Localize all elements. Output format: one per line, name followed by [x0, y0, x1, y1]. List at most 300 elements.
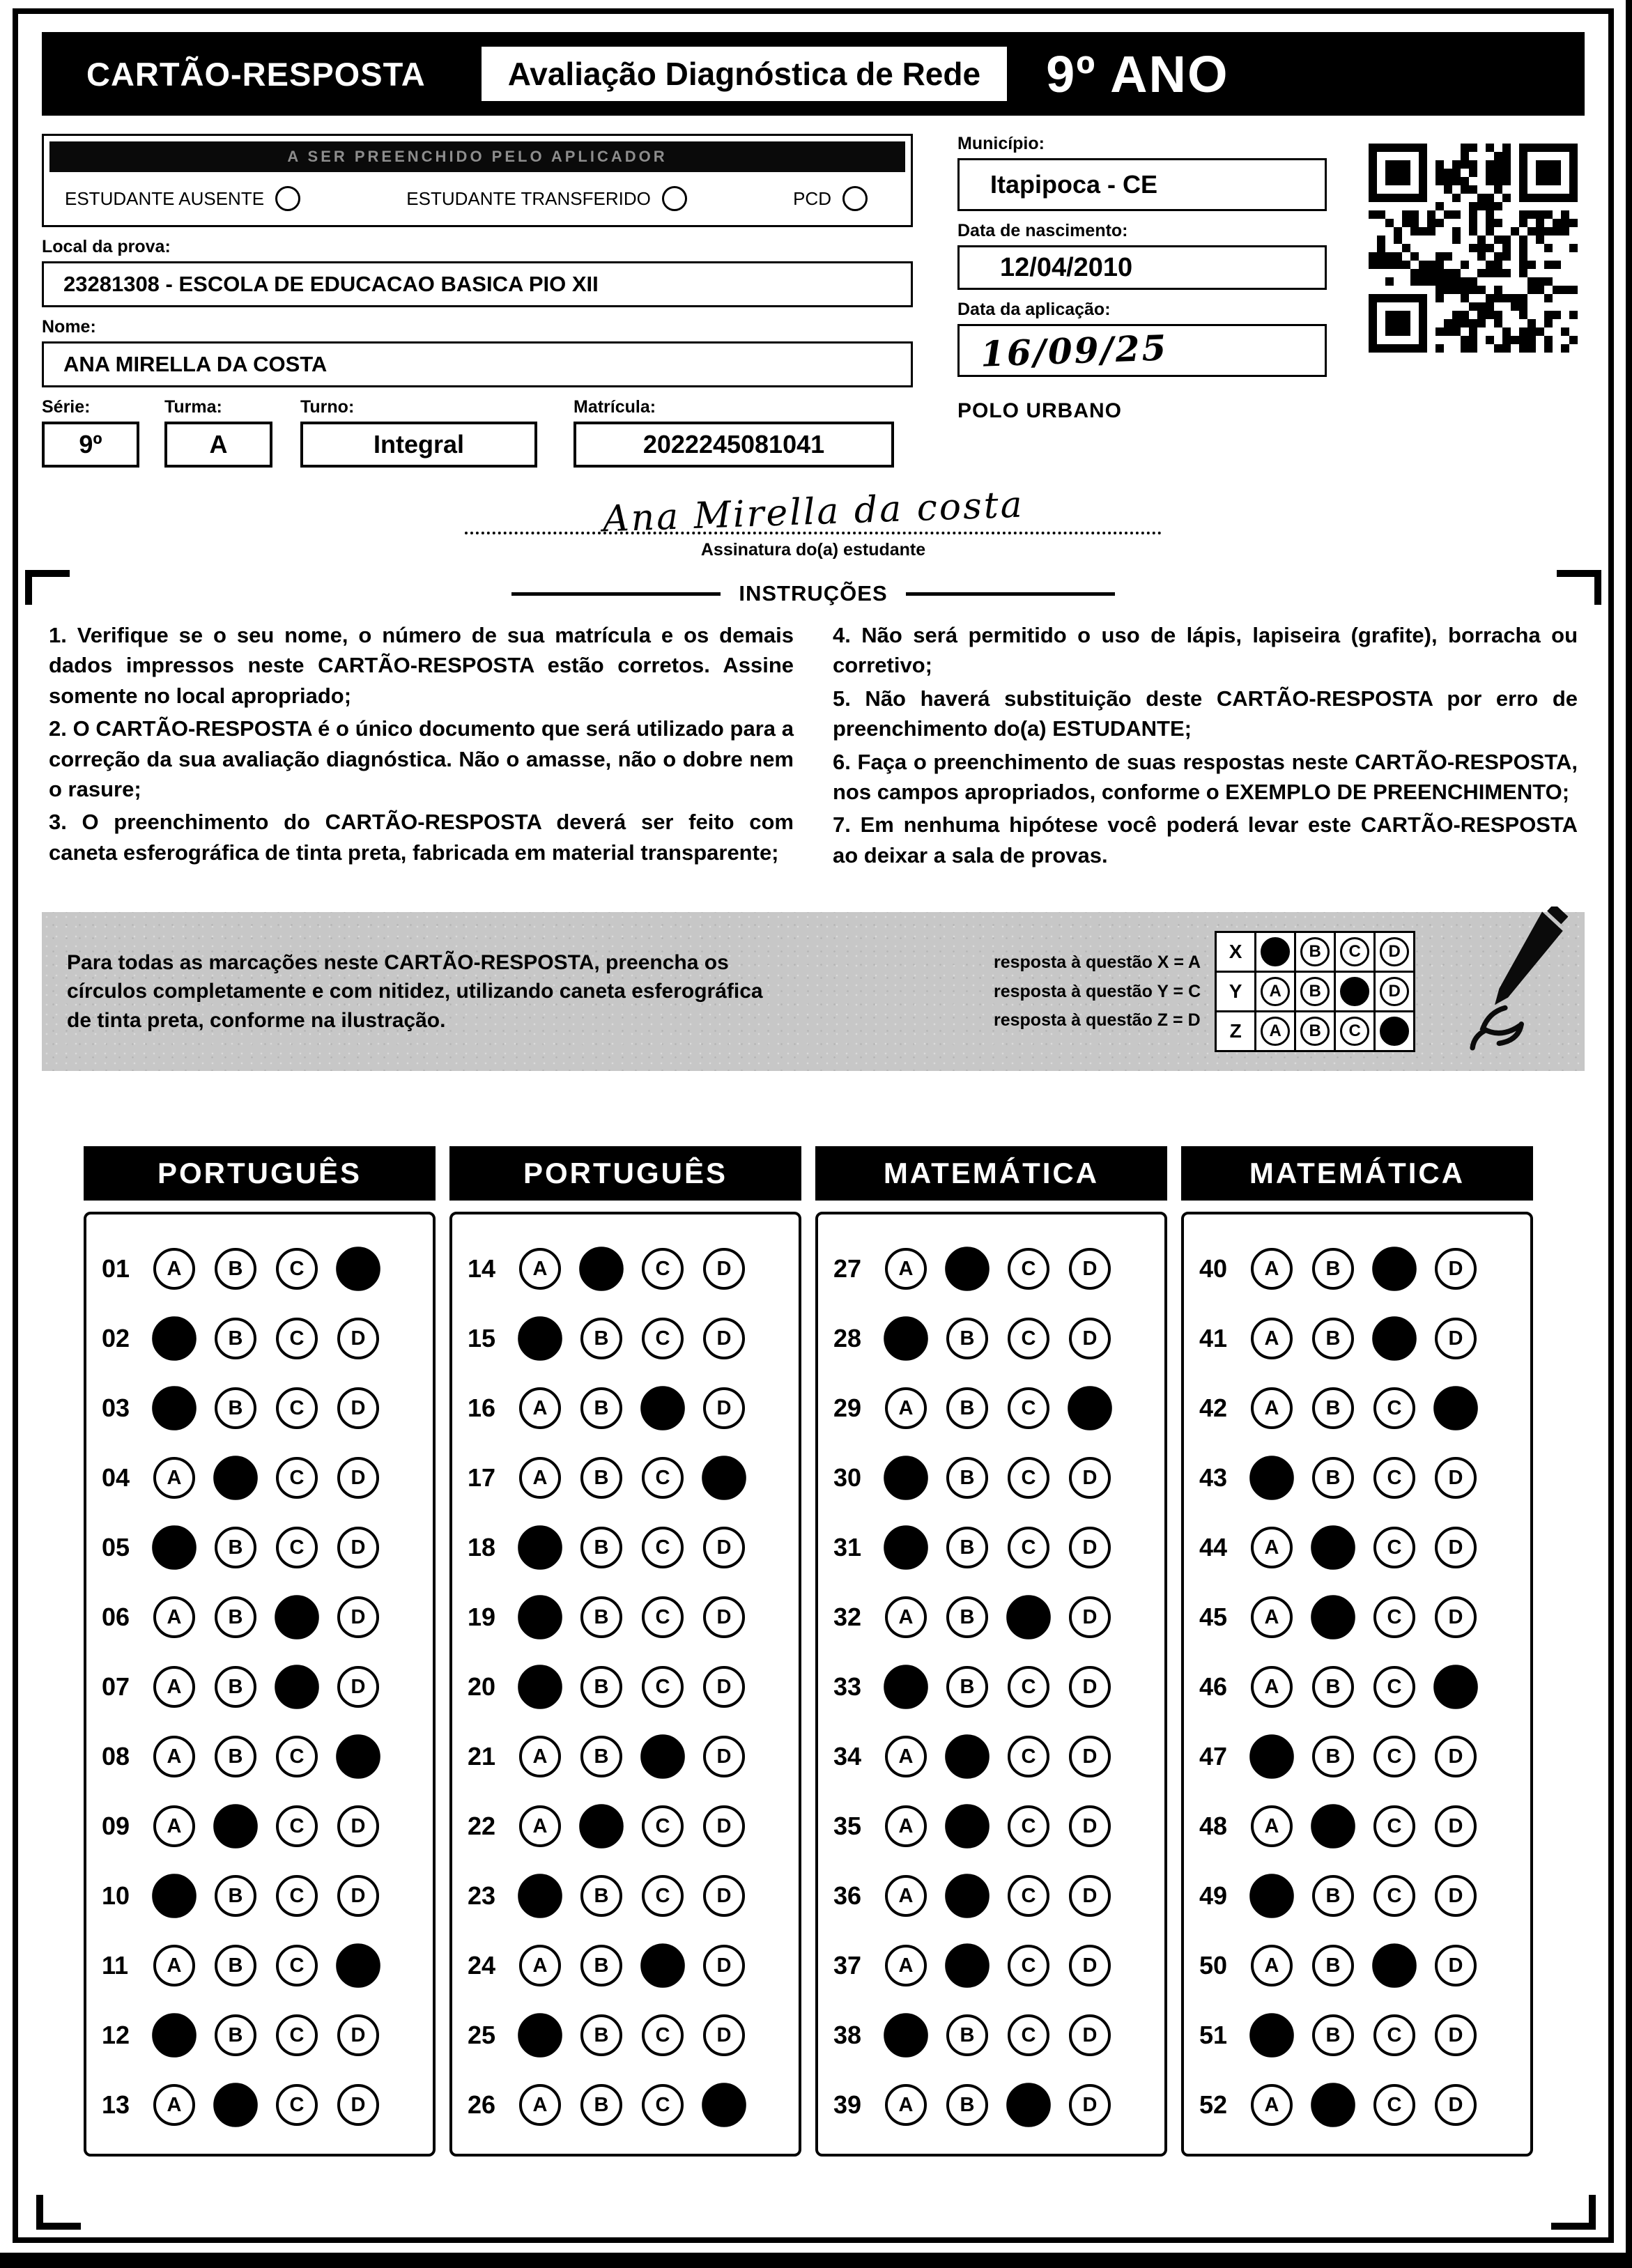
question-number: 15 — [468, 1324, 496, 1353]
bubble-06-B[interactable]: B — [215, 1596, 256, 1638]
bubble-50-A[interactable]: A — [1251, 1945, 1293, 1987]
bubble-19-C[interactable]: C — [642, 1596, 684, 1638]
bubble-37-C[interactable]: C — [1008, 1945, 1049, 1987]
bubble-42-C[interactable]: C — [1373, 1387, 1415, 1429]
turma-label: Turma: — [164, 397, 222, 417]
answer-body-matematica-1 — [815, 1212, 1167, 2157]
bubble-25-B[interactable]: B — [580, 2014, 622, 2056]
bubble-01-D[interactable] — [336, 1247, 380, 1291]
question-row-48 — [1184, 1791, 1530, 1861]
bubble-39-B[interactable]: B — [946, 2084, 988, 2126]
bubble-02-D[interactable]: D — [337, 1318, 379, 1359]
bubble-21-C[interactable] — [640, 1734, 685, 1779]
bubble-16-A[interactable]: A — [519, 1387, 561, 1429]
example-bubble-Z-B: B — [1300, 1017, 1330, 1046]
example-bubble-X-C: C — [1340, 937, 1369, 966]
bubble-10-D[interactable]: D — [337, 1875, 379, 1917]
bubble-16-C[interactable] — [640, 1386, 685, 1430]
bubble-37-B[interactable] — [945, 1943, 990, 1988]
bubble-12-C[interactable]: C — [276, 2014, 318, 2056]
bubble-04-D[interactable]: D — [337, 1457, 379, 1499]
question-number: 05 — [102, 1533, 130, 1562]
bubble-41-C[interactable] — [1372, 1316, 1417, 1361]
bubble-44-D[interactable]: D — [1435, 1527, 1477, 1568]
bubble-34-D[interactable]: D — [1069, 1736, 1111, 1777]
instructions-section — [42, 581, 1585, 873]
bubble-47-D[interactable]: D — [1435, 1736, 1477, 1777]
bubble-10-A[interactable] — [152, 1874, 197, 1918]
instruction-item-2: 2. O CARTÃO-RESPOSTA é o único documento que será utilizado para a correção da sua avaliação diagnóstica. Não o amasse, não o dobre nem o rasure; — [49, 716, 794, 801]
applicator-section — [42, 134, 913, 227]
column-header-portugues-2: PORTUGUÊS — [449, 1146, 801, 1201]
bubble-33-D[interactable]: D — [1069, 1666, 1111, 1708]
bubble-14-C[interactable]: C — [642, 1248, 684, 1290]
question-row-28 — [818, 1304, 1164, 1373]
bubble-07-C[interactable] — [275, 1665, 319, 1709]
bubble-24-C[interactable] — [640, 1943, 685, 1988]
bubble-08-A[interactable]: A — [153, 1736, 195, 1777]
bubble-27-A[interactable]: A — [885, 1248, 927, 1290]
bubble-37-D[interactable]: D — [1069, 1945, 1111, 1987]
bubble-03-D[interactable]: D — [337, 1387, 379, 1429]
bubble-22-A[interactable]: A — [519, 1805, 561, 1847]
bubble-38-C[interactable]: C — [1008, 2014, 1049, 2056]
pcd-circle[interactable] — [842, 186, 868, 211]
question-row-36 — [818, 1861, 1164, 1931]
bubble-49-B[interactable]: B — [1312, 1875, 1354, 1917]
bubble-49-C[interactable]: C — [1373, 1875, 1415, 1917]
bubble-49-D[interactable]: D — [1435, 1875, 1477, 1917]
example-grid — [1215, 931, 1415, 1052]
corner-mark-top-right — [1557, 570, 1601, 605]
bubble-27-C[interactable]: C — [1008, 1248, 1049, 1290]
bubble-52-D[interactable]: D — [1435, 2084, 1477, 2126]
bubble-44-A[interactable]: A — [1251, 1527, 1293, 1568]
bubble-23-A[interactable] — [518, 1874, 562, 1918]
bubble-08-D[interactable] — [336, 1734, 380, 1779]
bubble-20-B[interactable]: B — [580, 1666, 622, 1708]
bubble-09-A[interactable]: A — [153, 1805, 195, 1847]
question-number: 42 — [1199, 1394, 1228, 1423]
bubble-11-A[interactable]: A — [153, 1945, 195, 1987]
question-row-16 — [452, 1373, 799, 1443]
bubble-33-A[interactable] — [884, 1665, 928, 1709]
question-number: 46 — [1199, 1672, 1228, 1702]
bubble-35-B[interactable] — [945, 1804, 990, 1849]
bubble-25-C[interactable]: C — [642, 2014, 684, 2056]
bubble-32-D[interactable]: D — [1069, 1596, 1111, 1638]
question-number: 22 — [468, 1812, 496, 1841]
bubble-06-A[interactable]: A — [153, 1596, 195, 1638]
answer-column-matematica-1 — [815, 1146, 1167, 2157]
ausente-circle[interactable] — [275, 186, 300, 211]
bubble-32-B[interactable]: B — [946, 1596, 988, 1638]
bubble-06-C[interactable] — [275, 1595, 319, 1640]
example-cell — [1254, 1010, 1296, 1052]
bubble-38-B[interactable]: B — [946, 2014, 988, 2056]
bubble-20-A[interactable] — [518, 1665, 562, 1709]
bubble-42-A[interactable]: A — [1251, 1387, 1293, 1429]
bubble-29-C[interactable]: C — [1008, 1387, 1049, 1429]
scan-edge-right — [1626, 0, 1632, 2268]
bubble-11-B[interactable]: B — [215, 1945, 256, 1987]
column-header-matematica-1: MATEMÁTICA — [815, 1146, 1167, 1201]
bubble-26-B[interactable]: B — [580, 2084, 622, 2126]
bubble-38-D[interactable]: D — [1069, 2014, 1111, 2056]
question-row-06 — [86, 1582, 433, 1652]
serie-turma-turno-matricula-row — [42, 387, 913, 468]
bubble-32-A[interactable]: A — [885, 1596, 927, 1638]
bubble-38-A[interactable] — [884, 2013, 928, 2058]
bubble-21-A[interactable]: A — [519, 1736, 561, 1777]
bubble-41-A[interactable]: A — [1251, 1318, 1293, 1359]
question-number: 30 — [833, 1463, 862, 1492]
bubble-30-A[interactable] — [884, 1456, 928, 1500]
bubble-16-B[interactable]: B — [580, 1387, 622, 1429]
corner-mark-top-left — [25, 570, 70, 605]
applicator-bar: A SER PREENCHIDO PELO APLICADOR — [49, 141, 905, 172]
bubble-33-C[interactable]: C — [1008, 1666, 1049, 1708]
bubble-10-B[interactable]: B — [215, 1875, 256, 1917]
checkbox-label: PCD — [793, 187, 831, 209]
bubble-29-A[interactable]: A — [885, 1387, 927, 1429]
bubble-22-C[interactable]: C — [642, 1805, 684, 1847]
bubble-19-D[interactable]: D — [703, 1596, 745, 1638]
bubble-31-C[interactable]: C — [1008, 1527, 1049, 1568]
bubble-19-A[interactable] — [518, 1595, 562, 1640]
question-row-12 — [86, 2000, 433, 2070]
bubble-01-C[interactable]: C — [276, 1248, 318, 1290]
example-bubble-Z-C: C — [1340, 1017, 1369, 1046]
bubble-21-B[interactable]: B — [580, 1736, 622, 1777]
bubble-01-B[interactable]: B — [215, 1248, 256, 1290]
bubble-20-D[interactable]: D — [703, 1666, 745, 1708]
bubble-01-A[interactable]: A — [153, 1248, 195, 1290]
example-cell — [1373, 931, 1415, 973]
bubble-15-D[interactable]: D — [703, 1318, 745, 1359]
bubble-17-A[interactable]: A — [519, 1457, 561, 1499]
bubble-51-B[interactable]: B — [1312, 2014, 1354, 2056]
bubble-45-C[interactable]: C — [1373, 1596, 1415, 1638]
bubble-09-B[interactable] — [213, 1804, 258, 1849]
question-number: 08 — [102, 1742, 130, 1771]
bubble-39-A[interactable]: A — [885, 2084, 927, 2126]
question-row-23 — [452, 1861, 799, 1931]
example-bubble-X-A — [1261, 937, 1290, 966]
bubble-12-B[interactable]: B — [215, 2014, 256, 2056]
bubble-07-B[interactable]: B — [215, 1666, 256, 1708]
bubble-52-A[interactable]: A — [1251, 2084, 1293, 2126]
question-row-33 — [818, 1652, 1164, 1722]
bubble-07-A[interactable]: A — [153, 1666, 195, 1708]
bubble-27-D[interactable]: D — [1069, 1248, 1111, 1290]
bubble-17-B[interactable]: B — [580, 1457, 622, 1499]
example-row-Z — [1215, 1010, 1415, 1052]
bubble-32-C[interactable] — [1006, 1595, 1051, 1640]
bubble-15-A[interactable] — [518, 1316, 562, 1361]
bubble-50-D[interactable]: D — [1435, 1945, 1477, 1987]
bubble-03-C[interactable]: C — [276, 1387, 318, 1429]
bubble-28-A[interactable] — [884, 1316, 928, 1361]
question-row-19 — [452, 1582, 799, 1652]
question-number: 39 — [833, 2090, 862, 2120]
bubble-36-C[interactable]: C — [1008, 1875, 1049, 1917]
question-number: 38 — [833, 2021, 862, 2050]
bubble-12-D[interactable]: D — [337, 2014, 379, 2056]
bubble-18-B[interactable]: B — [580, 1527, 622, 1568]
bubble-33-B[interactable]: B — [946, 1666, 988, 1708]
bubble-23-B[interactable]: B — [580, 1875, 622, 1917]
bubble-11-D[interactable] — [336, 1943, 380, 1988]
bubble-27-B[interactable] — [945, 1247, 990, 1291]
bubble-43-C[interactable]: C — [1373, 1457, 1415, 1499]
example-row-label: X — [1215, 931, 1256, 973]
question-row-40 — [1184, 1234, 1530, 1304]
bubble-02-B[interactable]: B — [215, 1318, 256, 1359]
bubble-26-A[interactable]: A — [519, 2084, 561, 2126]
bubble-31-B[interactable]: B — [946, 1527, 988, 1568]
bubble-48-C[interactable]: C — [1373, 1805, 1415, 1847]
bubble-24-A[interactable]: A — [519, 1945, 561, 1987]
bubble-34-A[interactable]: A — [885, 1736, 927, 1777]
bubble-08-C[interactable]: C — [276, 1736, 318, 1777]
bubble-11-C[interactable]: C — [276, 1945, 318, 1987]
qr-area — [1327, 134, 1585, 468]
bubble-28-C[interactable]: C — [1008, 1318, 1049, 1359]
scan-edge-bottom — [0, 2253, 1632, 2268]
turma-field: A — [164, 422, 272, 468]
bubble-06-D[interactable]: D — [337, 1596, 379, 1638]
example-cell — [1254, 931, 1296, 973]
bubble-09-C[interactable]: C — [276, 1805, 318, 1847]
bubble-36-D[interactable]: D — [1069, 1875, 1111, 1917]
bubble-30-C[interactable]: C — [1008, 1457, 1049, 1499]
pen-hand-illustration — [1459, 907, 1578, 1063]
bubble-45-A[interactable]: A — [1251, 1596, 1293, 1638]
bubble-23-D[interactable]: D — [703, 1875, 745, 1917]
bubble-40-A[interactable]: A — [1251, 1248, 1293, 1290]
bubble-21-D[interactable]: D — [703, 1736, 745, 1777]
bubble-34-B[interactable] — [945, 1734, 990, 1779]
bubble-35-C[interactable]: C — [1008, 1805, 1049, 1847]
bubble-14-B[interactable] — [579, 1247, 624, 1291]
example-bubble-Y-C — [1340, 977, 1369, 1006]
bubble-02-A[interactable] — [152, 1316, 197, 1361]
question-row-31 — [818, 1513, 1164, 1582]
bubble-39-C[interactable] — [1006, 2083, 1051, 2127]
bubble-18-C[interactable]: C — [642, 1527, 684, 1568]
instructions-title: INSTRUÇÕES — [739, 581, 888, 605]
bubble-46-D[interactable] — [1433, 1665, 1478, 1709]
question-number: 51 — [1199, 2021, 1228, 2050]
example-cell — [1334, 971, 1376, 1012]
bubble-41-D[interactable]: D — [1435, 1318, 1477, 1359]
bubble-13-A[interactable]: A — [153, 2084, 195, 2126]
qr-code — [1369, 144, 1578, 353]
example-cell — [1294, 1010, 1336, 1052]
bubble-15-B[interactable]: B — [580, 1318, 622, 1359]
bubble-14-D[interactable]: D — [703, 1248, 745, 1290]
bubble-51-C[interactable]: C — [1373, 2014, 1415, 2056]
transferido-circle[interactable] — [662, 186, 687, 211]
bubble-44-B[interactable] — [1311, 1525, 1355, 1570]
bubble-42-D[interactable] — [1433, 1386, 1478, 1430]
example-cell — [1294, 931, 1336, 973]
bubble-17-D[interactable] — [702, 1456, 746, 1500]
question-number: 37 — [833, 1951, 862, 1980]
bubble-05-D[interactable]: D — [337, 1527, 379, 1568]
legend-line-y: resposta à questão Y = C — [994, 981, 1201, 1001]
bubble-29-D[interactable] — [1068, 1386, 1112, 1430]
question-number: 16 — [468, 1394, 496, 1423]
question-number: 25 — [468, 2021, 496, 2050]
question-number: 27 — [833, 1254, 862, 1283]
bubble-47-A[interactable] — [1249, 1734, 1294, 1779]
bubble-03-A[interactable] — [152, 1386, 197, 1430]
bubble-17-C[interactable]: C — [642, 1457, 684, 1499]
example-bubble-Y-D: D — [1380, 977, 1409, 1006]
question-row-41 — [1184, 1304, 1530, 1373]
bubble-12-A[interactable] — [152, 2013, 197, 2058]
bubble-39-D[interactable]: D — [1069, 2084, 1111, 2126]
bubble-48-A[interactable]: A — [1251, 1805, 1293, 1847]
question-number: 09 — [102, 1812, 130, 1841]
bubble-23-C[interactable]: C — [642, 1875, 684, 1917]
bubble-48-B[interactable] — [1311, 1804, 1355, 1849]
bubble-05-B[interactable]: B — [215, 1527, 256, 1568]
example-bubble-Y-A: A — [1261, 977, 1290, 1006]
bubble-13-D[interactable]: D — [337, 2084, 379, 2126]
bubble-20-C[interactable]: C — [642, 1666, 684, 1708]
bubble-34-C[interactable]: C — [1008, 1736, 1049, 1777]
instructions-right-column — [833, 620, 1578, 873]
bubble-46-A[interactable]: A — [1251, 1666, 1293, 1708]
instruction-item-6: 6. Faça o preenchimento de suas respostas neste CARTÃO-RESPOSTA, nos campos apropriados, conforme o EXEMPLO DE PREENCHIMENTO; — [833, 749, 1578, 804]
bubble-40-C[interactable] — [1372, 1247, 1417, 1291]
bubble-42-B[interactable]: B — [1312, 1387, 1354, 1429]
question-row-38 — [818, 2000, 1164, 2070]
question-number: 36 — [833, 1881, 862, 1911]
answer-body-portugues-2 — [449, 1212, 801, 2157]
bubble-24-D[interactable]: D — [703, 1945, 745, 1987]
bubble-52-C[interactable]: C — [1373, 2084, 1415, 2126]
bubble-22-D[interactable]: D — [703, 1805, 745, 1847]
question-row-43 — [1184, 1443, 1530, 1513]
bubble-28-D[interactable]: D — [1069, 1318, 1111, 1359]
question-row-07 — [86, 1652, 433, 1722]
data-aplicacao-label: Data da aplicação: — [957, 300, 1111, 319]
bubble-40-D[interactable]: D — [1435, 1248, 1477, 1290]
question-row-51 — [1184, 2000, 1530, 2070]
example-row-label: Y — [1215, 971, 1256, 1012]
bubble-15-C[interactable]: C — [642, 1318, 684, 1359]
bubble-37-A[interactable]: A — [885, 1945, 927, 1987]
bubble-14-A[interactable]: A — [519, 1248, 561, 1290]
bubble-50-B[interactable]: B — [1312, 1945, 1354, 1987]
bubble-48-D[interactable]: D — [1435, 1805, 1477, 1847]
bubble-22-B[interactable] — [579, 1804, 624, 1849]
bubble-02-C[interactable]: C — [276, 1318, 318, 1359]
bubble-47-B[interactable]: B — [1312, 1736, 1354, 1777]
bubble-30-D[interactable]: D — [1069, 1457, 1111, 1499]
bubble-44-C[interactable]: C — [1373, 1527, 1415, 1568]
bubble-31-A[interactable] — [884, 1525, 928, 1570]
bubble-36-A[interactable]: A — [885, 1875, 927, 1917]
bubble-04-A[interactable]: A — [153, 1457, 195, 1499]
bubble-08-B[interactable]: B — [215, 1736, 256, 1777]
bubble-25-D[interactable]: D — [703, 2014, 745, 2056]
bubble-46-B[interactable]: B — [1312, 1666, 1354, 1708]
bubble-24-B[interactable]: B — [580, 1945, 622, 1987]
question-number: 47 — [1199, 1742, 1228, 1771]
bubble-10-C[interactable]: C — [276, 1875, 318, 1917]
bubble-18-A[interactable] — [518, 1525, 562, 1570]
bubble-03-B[interactable]: B — [215, 1387, 256, 1429]
question-number: 23 — [468, 1881, 496, 1911]
bubble-19-B[interactable]: B — [580, 1596, 622, 1638]
example-bubble-Y-B: B — [1300, 977, 1330, 1006]
bubble-26-D[interactable] — [702, 2083, 746, 2127]
bubble-45-D[interactable]: D — [1435, 1596, 1477, 1638]
bubble-07-D[interactable]: D — [337, 1666, 379, 1708]
bubble-18-D[interactable]: D — [703, 1527, 745, 1568]
question-row-05 — [86, 1513, 433, 1582]
bubble-31-D[interactable]: D — [1069, 1527, 1111, 1568]
bubble-09-D[interactable]: D — [337, 1805, 379, 1847]
bubble-28-B[interactable]: B — [946, 1318, 988, 1359]
bubble-29-B[interactable]: B — [946, 1387, 988, 1429]
bubble-49-A[interactable] — [1249, 1874, 1294, 1918]
nome-field: ANA MIRELLA DA COSTA — [42, 341, 913, 387]
signature-caption: Assinatura do(a) estudante — [700, 540, 926, 560]
bubble-36-B[interactable] — [945, 1874, 990, 1918]
bubble-46-C[interactable]: C — [1373, 1666, 1415, 1708]
bubble-13-B[interactable] — [213, 2083, 258, 2127]
bubble-50-C[interactable] — [1372, 1943, 1417, 1988]
bubble-35-A[interactable]: A — [885, 1805, 927, 1847]
bubble-25-A[interactable] — [518, 2013, 562, 2058]
bubble-52-B[interactable] — [1311, 2083, 1355, 2127]
question-number: 29 — [833, 1394, 862, 1423]
data-aplicacao-field — [957, 324, 1327, 377]
bubble-05-A[interactable] — [152, 1525, 197, 1570]
bubble-43-A[interactable] — [1249, 1456, 1294, 1500]
bubble-26-C[interactable]: C — [642, 2084, 684, 2126]
bubble-43-B[interactable]: B — [1312, 1457, 1354, 1499]
bubble-40-B[interactable]: B — [1312, 1248, 1354, 1290]
bubble-35-D[interactable]: D — [1069, 1805, 1111, 1847]
bubble-41-B[interactable]: B — [1312, 1318, 1354, 1359]
bubble-13-C[interactable]: C — [276, 2084, 318, 2126]
bubble-30-B[interactable]: B — [946, 1457, 988, 1499]
example-bubble-Z-D — [1380, 1017, 1409, 1046]
bubble-04-B[interactable] — [213, 1456, 258, 1500]
bubble-16-D[interactable]: D — [703, 1387, 745, 1429]
bubble-43-D[interactable]: D — [1435, 1457, 1477, 1499]
bubble-04-C[interactable]: C — [276, 1457, 318, 1499]
example-cell — [1334, 931, 1376, 973]
bubble-47-C[interactable]: C — [1373, 1736, 1415, 1777]
bubble-05-C[interactable]: C — [276, 1527, 318, 1568]
bubble-45-B[interactable] — [1311, 1595, 1355, 1640]
bubble-51-A[interactable] — [1249, 2013, 1294, 2058]
bubble-51-D[interactable]: D — [1435, 2014, 1477, 2056]
question-row-18 — [452, 1513, 799, 1582]
municipio-label: Município: — [957, 134, 1045, 153]
question-row-03 — [86, 1373, 433, 1443]
question-number: 06 — [102, 1603, 130, 1632]
serie-field: 9º — [42, 422, 139, 468]
